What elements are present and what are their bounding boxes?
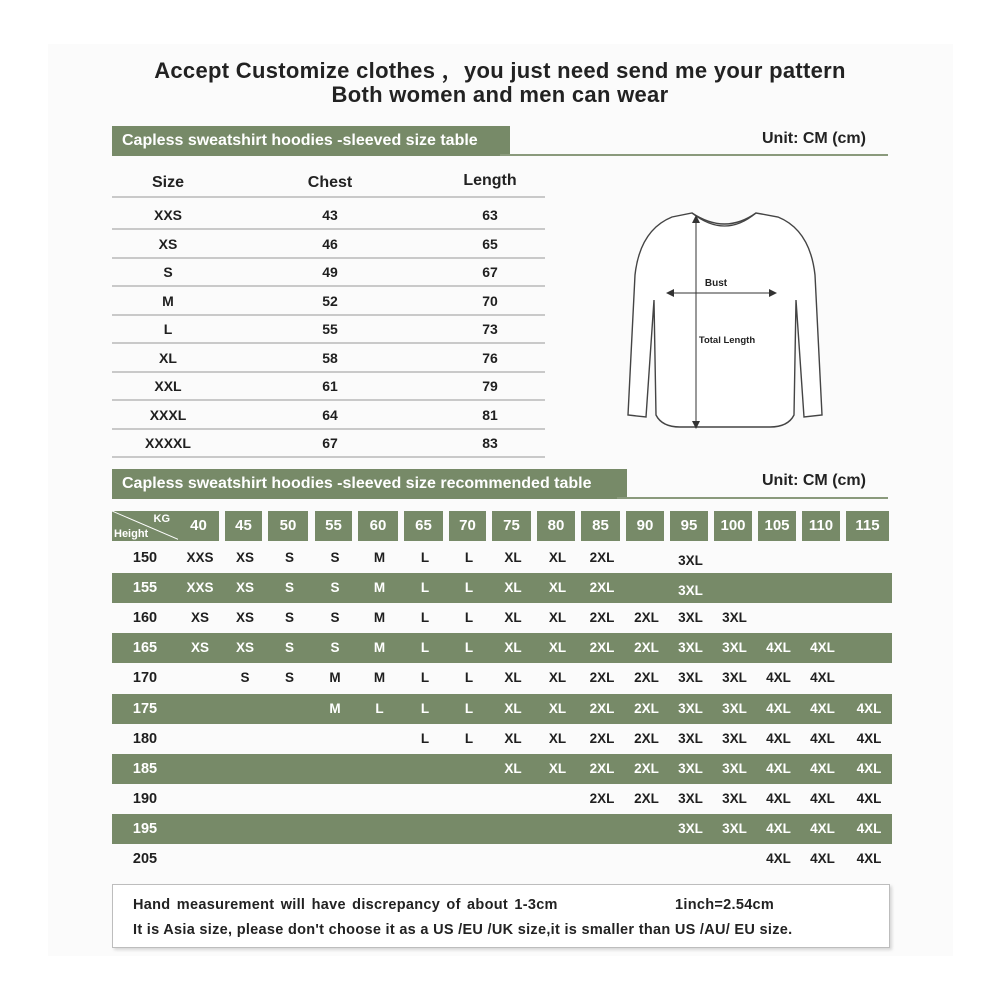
chest-cell: 55 xyxy=(322,321,338,337)
size-cell: XL xyxy=(159,349,177,366)
size-cell: S xyxy=(163,264,173,280)
recommended-size-cell: 2XL xyxy=(634,700,659,716)
recommended-size-cell: 4XL xyxy=(810,700,835,716)
recommended-size-cell: XL xyxy=(548,760,567,776)
recommended-size-cell: 2XL xyxy=(589,640,615,656)
recommended-size-cell: 4XL xyxy=(856,760,882,776)
chest-cell: 46 xyxy=(322,235,338,252)
recommended-size-cell xyxy=(225,814,265,844)
recommended-size-cell: 4XL xyxy=(766,851,791,866)
recommended-size-cell xyxy=(404,784,446,814)
recommended-size-cell xyxy=(358,724,401,754)
recommended-size-cell xyxy=(492,814,534,844)
recommended-table-row xyxy=(112,724,892,754)
kg-header-cell: 75 xyxy=(492,511,531,541)
recommended-size-cell: M xyxy=(373,580,386,596)
recommended-size-cell: L xyxy=(464,730,474,746)
recommended-size-cell: 4XL xyxy=(810,670,835,686)
recommended-size-cell xyxy=(268,694,311,724)
recommended-size-cell xyxy=(178,844,222,874)
size-table-row xyxy=(112,229,545,259)
note-asia-size: It is Asia size, please don't choose it as a US /EU /UK size,it is smaller than US /AU/ EU size. xyxy=(133,922,793,938)
height-cell: 165 xyxy=(132,640,158,657)
recommended-size-cell: S xyxy=(330,580,340,596)
recommended-size-cell xyxy=(714,543,755,573)
height-cell: 195 xyxy=(132,820,158,837)
length-cell: 79 xyxy=(482,378,498,394)
height-cell: 155 xyxy=(132,580,158,597)
size-table-header-rule xyxy=(112,196,545,198)
recommended-size-cell: L xyxy=(464,580,474,596)
recommended-size-cell: 3XL xyxy=(678,583,703,599)
chest-cell: 43 xyxy=(322,207,338,223)
kg-header-cell: 100 xyxy=(714,511,752,541)
recommended-size-cell xyxy=(268,814,311,844)
recommended-table-row xyxy=(112,603,892,633)
recommended-size-cell: 3XL xyxy=(722,670,747,686)
recommended-size-cell xyxy=(315,784,355,814)
recommended-size-cell: L xyxy=(420,730,430,746)
recommended-size-cell: L xyxy=(464,670,474,686)
size-table-row xyxy=(112,314,545,344)
recommended-size-cell xyxy=(492,784,534,814)
recommended-size-cell: XS xyxy=(190,640,209,656)
recommended-size-cell: M xyxy=(373,670,386,686)
recommended-size-cell: S xyxy=(284,640,294,656)
recommended-size-cell: XL xyxy=(504,730,522,746)
length-column-header: Length xyxy=(463,172,517,189)
recommended-size-cell xyxy=(758,543,799,573)
recommended-size-cell: 2XL xyxy=(589,580,615,596)
recommended-size-cell xyxy=(846,573,892,603)
recommended-size-cell xyxy=(315,754,355,784)
recommended-size-cell: 3XL xyxy=(678,700,703,716)
recommended-size-cell: XL xyxy=(548,640,567,656)
recommended-size-cell: 2XL xyxy=(634,790,659,806)
recommended-size-cell xyxy=(846,663,892,693)
size-cell: XXS xyxy=(153,207,182,223)
recommended-size-cell: 2XL xyxy=(634,760,659,776)
recommended-size-cell: S xyxy=(284,670,294,686)
recommended-size-cell xyxy=(626,543,667,573)
shirt-outline xyxy=(628,213,822,427)
recommended-size-cell xyxy=(358,784,401,814)
recommended-size-cell: XL xyxy=(548,730,567,746)
recommended-size-cell xyxy=(268,724,311,754)
recommended-size-cell xyxy=(358,844,401,874)
recommended-size-cell: 2XL xyxy=(634,670,659,686)
recommended-size-cell xyxy=(758,603,799,633)
size-table-row xyxy=(112,428,545,458)
recommended-size-cell: M xyxy=(373,550,386,565)
recommended-size-cell: 4XL xyxy=(810,851,835,866)
recommended-size-cell xyxy=(225,754,265,784)
recommended-size-cell xyxy=(315,844,355,874)
recommended-size-cell: 2XL xyxy=(589,550,615,565)
recommended-size-cell xyxy=(670,844,711,874)
recommended-size-cell: 2XL xyxy=(589,700,615,716)
note-discrepancy: Hand measurement will have discrepancy of about 1-3cm xyxy=(133,897,558,913)
recommended-size-cell xyxy=(537,814,578,844)
chest-cell: 52 xyxy=(322,292,338,309)
kg-header-cell: 115 xyxy=(846,511,889,541)
recommended-size-cell xyxy=(802,603,843,633)
recommended-size-cell: 3XL xyxy=(722,820,747,836)
recommended-size-cell: 4XL xyxy=(810,730,835,746)
recommended-size-cell xyxy=(268,784,311,814)
recommended-size-cell: 4XL xyxy=(810,640,835,656)
recommended-size-cell: 3XL xyxy=(678,553,703,568)
height-cell: 185 xyxy=(132,760,158,777)
headline-line-2: Both women and men can wear xyxy=(331,82,669,107)
recommended-size-cell: 3XL xyxy=(678,640,703,656)
recommended-size-cell: 4XL xyxy=(766,700,791,716)
recommended-size-cell xyxy=(178,724,222,754)
size-table-divider xyxy=(500,154,888,156)
recommended-size-cell: S xyxy=(330,640,340,656)
recommended-size-cell xyxy=(178,663,222,693)
length-cell: 81 xyxy=(482,406,498,423)
length-cell: 73 xyxy=(482,321,498,337)
recommended-size-cell: 4XL xyxy=(766,670,791,686)
notes-box xyxy=(112,884,890,948)
recommended-size-cell xyxy=(178,784,222,814)
recommended-size-cell: 3XL xyxy=(722,640,747,656)
recommended-size-cell xyxy=(358,814,401,844)
recommended-size-cell: L xyxy=(420,580,430,596)
note-inch-conversion: 1inch=2.54cm xyxy=(675,897,775,913)
corner-height-label: Height xyxy=(114,528,149,540)
recommended-size-cell xyxy=(268,844,311,874)
recommended-size-cell: XL xyxy=(548,550,567,565)
recommended-size-cell: 2XL xyxy=(589,730,615,746)
size-table-title: Capless sweatshirt hoodies -sleeved size table xyxy=(112,126,510,156)
recommended-size-cell: 2XL xyxy=(634,610,659,626)
recommended-table-row xyxy=(112,694,892,724)
recommended-size-cell: 3XL xyxy=(678,610,703,626)
recommended-size-cell xyxy=(404,844,446,874)
chest-column-header: Chest xyxy=(307,174,353,191)
recommended-size-cell: XXS xyxy=(186,550,214,565)
kg-header-cell: 60 xyxy=(358,511,398,541)
recommended-size-cell xyxy=(449,844,489,874)
recommended-size-cell: L xyxy=(420,640,430,656)
table-corner-cell xyxy=(112,511,182,541)
recommended-size-cell: M xyxy=(329,670,341,686)
recommended-size-cell: 2XL xyxy=(634,730,659,746)
recommended-size-cell xyxy=(802,543,843,573)
recommended-size-cell: 3XL xyxy=(678,730,703,746)
recommended-size-cell: 4XL xyxy=(766,790,791,806)
recommended-size-cell: XL xyxy=(548,580,567,596)
recommended-size-cell xyxy=(492,844,534,874)
recommended-size-cell: 3XL xyxy=(678,760,703,776)
recommended-size-cell xyxy=(358,754,401,784)
recommended-size-cell: 3XL xyxy=(678,820,703,836)
recommended-size-cell: XL xyxy=(504,700,522,716)
recommended-size-cell: XS xyxy=(235,580,254,596)
size-table-row xyxy=(112,200,545,230)
recommended-size-cell xyxy=(404,754,446,784)
recommended-size-cell xyxy=(846,603,892,633)
chest-cell: 61 xyxy=(322,378,338,394)
recommended-size-cell: 3XL xyxy=(722,730,747,746)
recommended-table-row xyxy=(112,633,892,663)
recommended-size-cell xyxy=(404,814,446,844)
recommended-size-cell: XL xyxy=(504,580,522,596)
recommended-size-cell: 3XL xyxy=(678,790,703,806)
recommended-size-cell: 4XL xyxy=(856,790,882,806)
kg-header-cell: 110 xyxy=(802,511,840,541)
recommended-size-cell: 4XL xyxy=(810,760,835,776)
recommended-size-cell: XL xyxy=(548,670,567,686)
recommended-size-cell: 3XL xyxy=(722,760,747,776)
recommended-table-row xyxy=(112,784,892,814)
height-cell: 205 xyxy=(132,851,158,867)
recommended-size-cell: XS xyxy=(190,610,209,626)
recommended-size-cell xyxy=(225,784,265,814)
recommended-size-cell xyxy=(178,694,222,724)
recommended-table-row xyxy=(112,573,892,603)
recommended-size-cell xyxy=(626,814,667,844)
recommended-size-cell: S xyxy=(330,550,340,565)
corner-kg-label: KG xyxy=(153,513,170,525)
recommended-size-cell: L xyxy=(420,670,430,686)
recommended-size-cell xyxy=(714,844,755,874)
length-cell: 67 xyxy=(482,264,498,280)
headline-line-1: Accept Customize clothes ，you just need send me your pattern xyxy=(154,58,846,83)
length-cell: 76 xyxy=(482,349,498,366)
recommended-size-cell: L xyxy=(464,700,474,716)
recommended-size-cell xyxy=(315,724,355,754)
recommended-size-cell: 4XL xyxy=(856,730,882,746)
recommended-size-cell: 4XL xyxy=(766,820,791,836)
size-cell: XS xyxy=(158,235,178,252)
recommended-size-cell: 3XL xyxy=(722,610,747,626)
recommended-size-cell: L xyxy=(420,610,430,626)
recommended-size-cell: XS xyxy=(235,550,254,565)
kg-header-cell: 65 xyxy=(404,511,443,541)
size-cell: M xyxy=(162,292,174,309)
shirt-diagram xyxy=(610,205,840,445)
recommended-size-cell: S xyxy=(330,610,340,626)
recommended-size-cell: 4XL xyxy=(766,640,791,656)
recommended-size-cell xyxy=(626,573,667,603)
kg-header-cell: 95 xyxy=(670,511,708,541)
size-table-row xyxy=(112,400,545,430)
length-cell: 63 xyxy=(482,207,498,223)
height-cell: 175 xyxy=(132,700,158,717)
length-cell: 65 xyxy=(482,235,498,252)
recommended-table-row xyxy=(112,814,892,844)
recommended-size-cell: 4XL xyxy=(856,820,882,836)
kg-header-cell: 70 xyxy=(449,511,486,541)
recommended-table-row xyxy=(112,543,892,573)
recommended-size-cell xyxy=(178,814,222,844)
recommended-size-cell xyxy=(846,633,892,663)
kg-header-cell: 40 xyxy=(178,511,219,541)
recommended-size-cell xyxy=(268,754,311,784)
recommended-size-cell xyxy=(225,844,265,874)
chest-cell: 67 xyxy=(322,435,338,451)
recommended-size-cell: 2XL xyxy=(589,760,615,776)
length-cell: 70 xyxy=(482,292,498,309)
size-table-row xyxy=(112,343,545,373)
recommended-size-cell xyxy=(225,724,265,754)
height-cell: 160 xyxy=(132,610,158,627)
size-cell: XXXXL xyxy=(145,435,191,451)
recommended-size-cell: XL xyxy=(504,550,522,565)
recommended-size-cell xyxy=(714,573,755,603)
recommended-size-cell: 3XL xyxy=(722,790,747,806)
recommended-size-cell: 4XL xyxy=(810,790,835,806)
recommended-size-cell: XL xyxy=(504,760,522,776)
height-cell: 170 xyxy=(132,670,158,687)
recommended-size-cell xyxy=(581,844,623,874)
recommended-size-cell: M xyxy=(373,640,386,656)
recommended-size-cell: L xyxy=(420,700,430,716)
recommended-size-cell: S xyxy=(284,610,294,626)
recommended-size-cell: XXS xyxy=(186,580,214,596)
recommended-size-cell xyxy=(758,573,799,603)
recommended-size-cell xyxy=(449,814,489,844)
recommended-size-cell: 2XL xyxy=(589,790,615,806)
size-table-row xyxy=(112,371,545,401)
recommended-size-cell xyxy=(225,694,265,724)
kg-header-cell: 90 xyxy=(626,511,664,541)
recommended-size-cell: L xyxy=(464,610,474,626)
kg-header-cell: 80 xyxy=(537,511,575,541)
recommended-table-divider xyxy=(617,497,888,499)
kg-header-cell: 85 xyxy=(581,511,620,541)
chest-cell: 58 xyxy=(322,349,338,366)
recommended-table-title: Capless sweatshirt hoodies -sleeved size recommended table xyxy=(112,469,627,499)
recommended-size-cell xyxy=(802,573,843,603)
total-length-label: Total Length xyxy=(698,335,756,346)
recommended-size-cell: 4XL xyxy=(810,820,835,836)
recommended-size-cell: S xyxy=(240,670,250,686)
recommended-size-cell: S xyxy=(284,580,294,596)
recommended-size-cell: 2XL xyxy=(634,640,659,656)
height-cell: 150 xyxy=(132,550,158,566)
height-cell: 180 xyxy=(132,730,158,747)
recommended-size-cell: XL xyxy=(548,610,567,626)
recommended-size-cell xyxy=(846,543,892,573)
height-cell: 190 xyxy=(132,790,158,807)
recommended-size-cell xyxy=(449,754,489,784)
chest-cell: 64 xyxy=(322,406,338,423)
recommended-table-unit: Unit: CM (cm) xyxy=(762,472,866,489)
recommended-table-row xyxy=(112,663,892,693)
recommended-size-cell: XL xyxy=(504,610,522,626)
length-cell: 83 xyxy=(482,435,498,451)
recommended-size-cell: 4XL xyxy=(856,700,882,716)
size-cell: XXL xyxy=(154,378,182,394)
kg-header-cell: 55 xyxy=(315,511,352,541)
chest-cell: 49 xyxy=(322,264,338,280)
size-table-row xyxy=(112,286,545,316)
size-cell: XXXL xyxy=(149,406,187,423)
recommended-size-cell: XS xyxy=(235,640,254,656)
recommended-size-cell xyxy=(626,844,667,874)
recommended-size-cell: 3XL xyxy=(722,700,747,716)
recommended-table-row xyxy=(112,844,892,874)
recommended-size-cell: L xyxy=(464,640,474,656)
recommended-size-cell xyxy=(315,814,355,844)
recommended-size-cell: XS xyxy=(235,610,254,626)
recommended-size-cell: XL xyxy=(504,670,522,686)
size-table-row xyxy=(112,257,545,287)
recommended-size-cell xyxy=(178,754,222,784)
recommended-table-row xyxy=(112,754,892,784)
recommended-size-cell: L xyxy=(375,700,384,716)
recommended-size-cell xyxy=(537,844,578,874)
recommended-size-cell: 4XL xyxy=(766,730,791,746)
bust-label: Bust xyxy=(704,278,728,289)
recommended-size-cell: 2XL xyxy=(589,670,615,686)
size-table-unit: Unit: CM (cm) xyxy=(762,130,866,147)
recommended-size-cell: L xyxy=(464,550,474,565)
recommended-size-cell: 4XL xyxy=(856,851,882,866)
recommended-size-cell: L xyxy=(420,550,430,565)
recommended-size-cell: 4XL xyxy=(766,760,791,776)
recommended-size-cell: 3XL xyxy=(678,670,703,686)
recommended-size-cell xyxy=(581,814,623,844)
recommended-size-cell: M xyxy=(329,700,341,716)
recommended-size-cell xyxy=(449,784,489,814)
recommended-size-cell: XL xyxy=(548,700,567,716)
recommended-size-cell xyxy=(537,784,578,814)
kg-header-cell: 105 xyxy=(758,511,796,541)
kg-header-cell: 45 xyxy=(225,511,262,541)
size-column-header: Size xyxy=(151,174,184,191)
recommended-size-cell: 2XL xyxy=(589,610,615,626)
recommended-size-cell: XL xyxy=(504,640,522,656)
kg-header-cell: 50 xyxy=(268,511,308,541)
size-cell: L xyxy=(163,321,173,337)
recommended-size-cell: S xyxy=(284,550,294,565)
recommended-size-cell: M xyxy=(373,610,386,626)
